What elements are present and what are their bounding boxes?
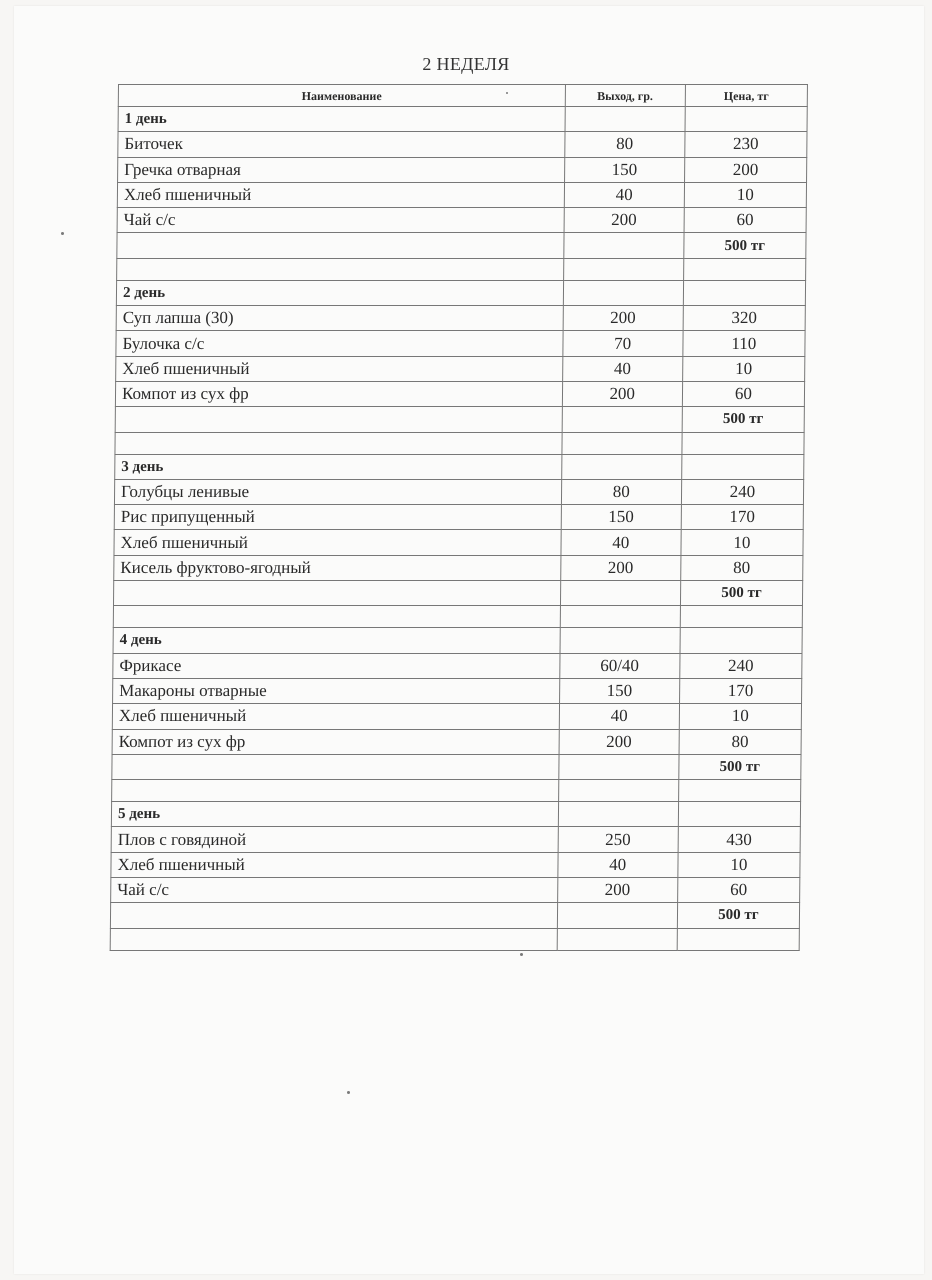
table-header-row: [118, 85, 807, 107]
dish-weight: 80: [564, 132, 684, 157]
dish-weight: 40: [564, 182, 684, 207]
dish-weight: 40: [562, 356, 682, 381]
dish-name: Булочка с/с: [116, 331, 563, 356]
empty-cell: [683, 258, 805, 280]
table-row: [111, 827, 800, 852]
empty-cell: [117, 258, 564, 280]
dish-price: 80: [680, 555, 802, 580]
dish-name: Компот из сух фр: [115, 381, 562, 406]
dish-name: Биточек: [118, 132, 565, 157]
empty-cell: [680, 628, 802, 653]
spacer-row: [113, 606, 802, 628]
day-total: 500 тг: [679, 754, 801, 779]
table-row: [113, 678, 802, 703]
empty-cell: [685, 107, 807, 132]
dish-name: Фрикасе: [113, 653, 560, 678]
dish-name: Чай с/с: [111, 878, 558, 903]
day-label: 5 день: [111, 802, 558, 827]
scan-speck: [347, 1091, 350, 1094]
table-row: [116, 306, 805, 331]
day-total-row: [110, 903, 799, 928]
dish-name: Хлеб пшеничный: [117, 182, 564, 207]
empty-cell: [558, 802, 678, 827]
dish-name: Суп лапша (30): [116, 306, 563, 331]
empty-cell: [562, 407, 682, 432]
empty-cell: [678, 780, 800, 802]
empty-cell: [560, 581, 680, 606]
dish-weight: 200: [563, 306, 683, 331]
empty-cell: [560, 628, 680, 653]
day-label: 4 день: [113, 628, 560, 653]
empty-cell: [677, 928, 799, 950]
header-weight: Выход, гр.: [565, 85, 685, 107]
empty-cell: [563, 280, 683, 305]
day-label: 2 день: [116, 280, 563, 305]
dish-weight: 80: [561, 479, 681, 504]
day-header-row: [115, 454, 804, 479]
table-row: [118, 132, 807, 157]
day-header-row: [111, 802, 800, 827]
dish-price: 60: [684, 208, 806, 233]
table-row: [111, 878, 800, 903]
empty-cell: [110, 928, 557, 950]
dish-price: 170: [679, 678, 801, 703]
scan-speck: [506, 92, 508, 94]
empty-cell: [562, 432, 682, 454]
table-row: [115, 381, 804, 406]
dish-weight: 150: [561, 505, 681, 530]
dish-price: 10: [682, 356, 804, 381]
table-row: [112, 729, 801, 754]
spacer-row: [115, 432, 804, 454]
table-row: [118, 157, 807, 182]
table-row: [114, 530, 803, 555]
empty-cell: [113, 581, 560, 606]
scan-speck: [61, 232, 64, 235]
spacer-row: [117, 258, 806, 280]
day-total-row: [117, 233, 806, 258]
empty-cell: [565, 107, 685, 132]
dish-name: Плов с говядиной: [111, 827, 558, 852]
dish-weight: 40: [561, 530, 681, 555]
dish-weight: 250: [558, 827, 678, 852]
dish-name: Хлеб пшеничный: [114, 530, 561, 555]
day-total: 500 тг: [684, 233, 806, 258]
empty-cell: [557, 928, 677, 950]
day-label: 1 день: [118, 107, 565, 132]
table-row: [111, 852, 800, 877]
table-row: [113, 653, 802, 678]
empty-cell: [560, 606, 680, 628]
table-row: [116, 356, 805, 381]
dish-name: Чай с/с: [117, 208, 564, 233]
dish-price: 60: [682, 381, 804, 406]
empty-cell: [110, 903, 557, 928]
dish-weight: 70: [563, 331, 683, 356]
day-label: 3 день: [115, 454, 562, 479]
day-total-row: [115, 407, 804, 432]
dish-name: Компот из сух фр: [112, 729, 559, 754]
page-title: 2 НЕДЕЛЯ: [422, 54, 510, 74]
dish-name: Макароны отварные: [113, 678, 560, 703]
table-row: [116, 331, 805, 356]
dish-price: 10: [684, 182, 806, 207]
empty-cell: [561, 454, 681, 479]
dish-weight: 150: [564, 157, 684, 182]
empty-cell: [112, 780, 559, 802]
dish-name: Рис припущенный: [114, 505, 561, 530]
day-total-row: [113, 581, 802, 606]
dish-price: 60: [677, 878, 799, 903]
menu-table-body: [110, 107, 807, 951]
dish-price: 110: [683, 331, 805, 356]
day-total-row: [112, 754, 801, 779]
dish-price: 10: [681, 530, 803, 555]
empty-cell: [678, 802, 800, 827]
dish-price: 10: [679, 704, 801, 729]
table-row: [114, 555, 803, 580]
dish-price: 430: [678, 827, 800, 852]
menu-table: [110, 84, 808, 951]
dish-name: Хлеб пшеничный: [116, 356, 563, 381]
empty-cell: [680, 606, 802, 628]
dish-weight: 150: [559, 678, 679, 703]
dish-price: 80: [679, 729, 801, 754]
empty-cell: [115, 407, 562, 432]
empty-cell: [557, 903, 677, 928]
table-row: [114, 505, 803, 530]
spacer-row: [110, 928, 799, 950]
menu-table-container: [110, 84, 808, 951]
empty-cell: [113, 606, 560, 628]
empty-cell: [558, 754, 678, 779]
dish-weight: 200: [557, 878, 677, 903]
header-name: Наименование: [118, 85, 565, 107]
scan-speck: [520, 953, 523, 956]
day-header-row: [113, 628, 802, 653]
empty-cell: [112, 754, 559, 779]
dish-price: 170: [681, 505, 803, 530]
day-total: 500 тг: [682, 407, 804, 432]
dish-weight: 200: [559, 729, 679, 754]
table-row: [112, 704, 801, 729]
day-total: 500 тг: [677, 903, 799, 928]
day-header-row: [118, 107, 807, 132]
dish-weight: 200: [562, 381, 682, 406]
dish-name: Голубцы ленивые: [114, 479, 561, 504]
table-row: [114, 479, 803, 504]
dish-name: Хлеб пшеничный: [112, 704, 559, 729]
dish-price: 200: [684, 157, 806, 182]
empty-cell: [115, 432, 562, 454]
day-total: 500 тг: [680, 581, 802, 606]
dish-price: 10: [678, 852, 800, 877]
dish-price: 240: [681, 479, 803, 504]
empty-cell: [683, 280, 805, 305]
empty-cell: [681, 454, 803, 479]
dish-weight: 40: [559, 704, 679, 729]
table-row: [117, 182, 806, 207]
empty-cell: [682, 432, 804, 454]
dish-price: 320: [683, 306, 805, 331]
spacer-row: [112, 780, 801, 802]
dish-name: Гречка отварная: [118, 157, 565, 182]
dish-weight: 40: [558, 852, 678, 877]
dish-name: Хлеб пшеничный: [111, 852, 558, 877]
empty-cell: [558, 780, 678, 802]
empty-cell: [563, 258, 683, 280]
dish-weight: 60/40: [559, 653, 679, 678]
dish-name: Кисель фруктово-ягодный: [114, 555, 561, 580]
dish-weight: 200: [560, 555, 680, 580]
dish-price: 240: [680, 653, 802, 678]
table-row: [117, 208, 806, 233]
header-price: Цена, тг: [685, 85, 807, 107]
day-header-row: [116, 280, 805, 305]
empty-cell: [563, 233, 683, 258]
dish-weight: 200: [564, 208, 684, 233]
dish-price: 230: [685, 132, 807, 157]
empty-cell: [117, 233, 564, 258]
